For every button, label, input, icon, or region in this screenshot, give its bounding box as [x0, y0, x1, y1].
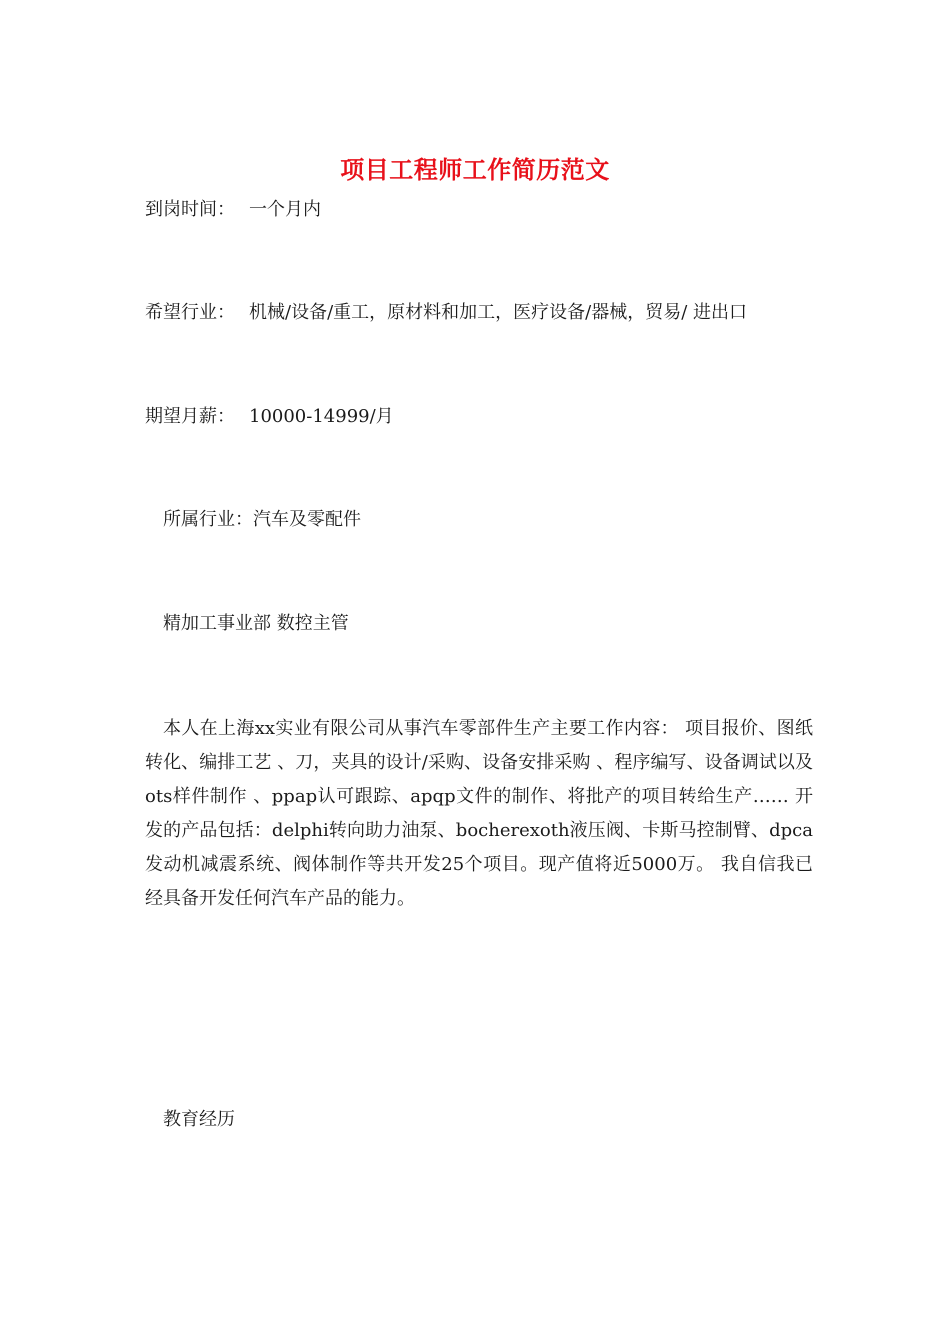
desired-industry-label: 希望行业：: [145, 302, 235, 323]
work-description: 本人在上海xx实业有限公司从事汽车零部件生产主要工作内容： 项目报价、图纸转化、编排工艺 、刀，夹具的设计/采购、设备安排采购 、程序编写、设备调试以及ots样件制作 、ppap认可跟踪、apqp文件的制作、将批产的项目转给生产…… 开发的产品包括：delphi转向助力油泵、bocherexoth液压阀、卡斯马控制臂、dpca发动机减震系统、阀体制作等共开发25个项目。现产值将近5000万。 我自信我已经具备开发任何汽车产品的能力。: [145, 718, 813, 909]
arrival-time-line: [145, 198, 321, 222]
expected-salary-value: 10000-14999/月: [249, 406, 394, 427]
education-heading: 教育经历: [163, 1109, 235, 1130]
arrival-time-label: 到岗时间：: [145, 199, 235, 220]
desired-industry-value: 机械/设备/重工，原材料和加工，医疗设备/器械，贸易/ 进出口: [249, 302, 747, 323]
department-position: 精加工事业部 数控主管: [163, 613, 349, 634]
expected-salary-label: 期望月薪：: [145, 406, 235, 427]
current-industry: 所属行业：汽车及零配件: [163, 509, 361, 530]
desired-industry-line: [145, 301, 747, 325]
arrival-time-value: 一个月内: [249, 199, 321, 220]
expected-salary-line: [145, 405, 394, 429]
document-title: 项目工程师工作简历范文: [340, 155, 610, 184]
